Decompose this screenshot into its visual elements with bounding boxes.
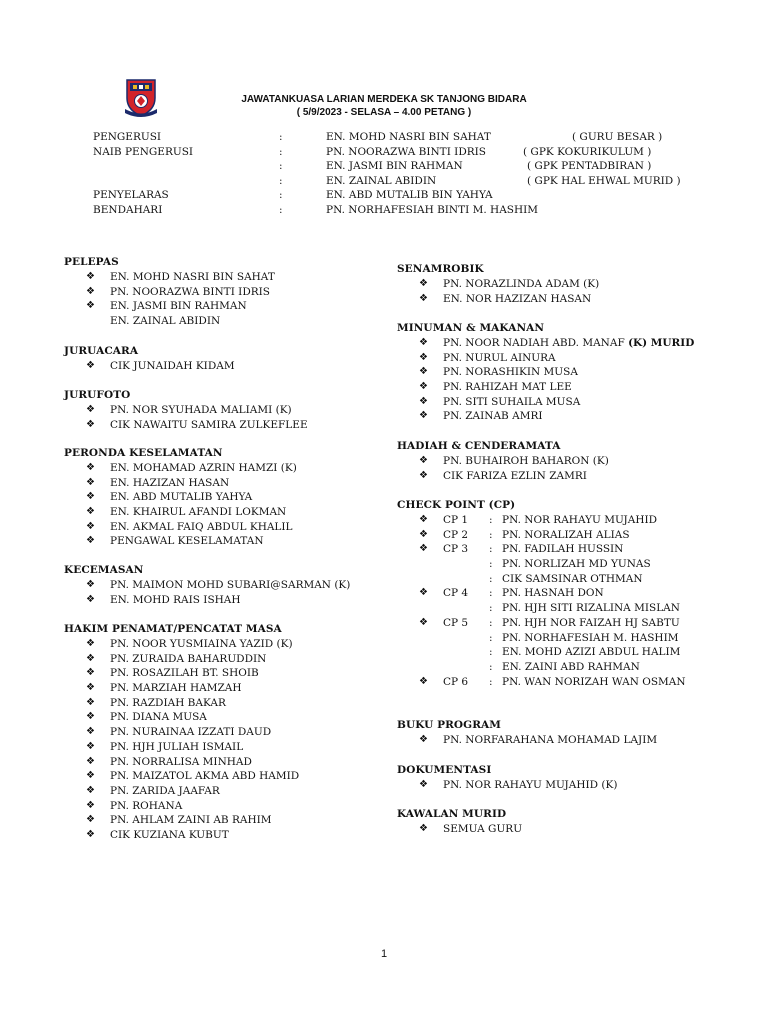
member-name xyxy=(110,710,207,725)
member-name-text: PN. RAHIZAH MAT LEE xyxy=(443,381,572,394)
member-name-text: PN. ZURAIDA BAHARUDDIN xyxy=(110,652,267,665)
checkpoint-row xyxy=(397,631,679,646)
officer-note: ( GPK PENTADBIRAN ) xyxy=(527,160,652,173)
officer-colon: : xyxy=(279,131,283,143)
member-name-text: PN. NORASHIKIN MUSA xyxy=(443,366,578,379)
member-name xyxy=(110,418,308,433)
committee-section xyxy=(397,321,695,424)
member-name-text: EN. ABD MUTALIB YAHYA xyxy=(110,491,253,504)
bullet-icon: ❖ xyxy=(86,404,95,415)
member-name-text: CIK KUZIANA KUBUT xyxy=(110,828,229,841)
member-name xyxy=(110,534,264,549)
list-item xyxy=(64,755,282,770)
member-name-text: EN. AKMAL FAIQ ABDUL KHALIL xyxy=(110,520,293,533)
checkpoint-member: EN. ZAINI ABD RAHMAN xyxy=(502,660,640,673)
member-name-text: PN. NURAINAA IZZATI DAUD xyxy=(110,726,272,739)
committee-section xyxy=(64,563,351,607)
member-name xyxy=(110,490,252,505)
officer-name: EN. ZAINAL ABIDIN xyxy=(326,174,437,187)
member-name xyxy=(110,755,252,770)
bullet-icon: ❖ xyxy=(86,784,95,796)
section-heading: BUKU PROGRAM xyxy=(397,719,502,731)
page-number: 1 xyxy=(380,948,388,960)
list-item xyxy=(64,637,293,652)
officer-colon: : xyxy=(279,189,283,202)
member-name xyxy=(110,696,226,711)
member-name xyxy=(443,365,578,380)
list-item xyxy=(64,769,300,784)
list-item xyxy=(64,710,282,725)
list-item xyxy=(64,593,241,608)
section-heading: MINUMAN & MAKANAN xyxy=(397,322,545,334)
checkpoint-row xyxy=(397,586,604,601)
bullet-icon: ❖ xyxy=(86,711,95,723)
list-item xyxy=(64,270,275,285)
checkpoint-row xyxy=(397,528,630,543)
bullet-icon: ❖ xyxy=(419,616,428,628)
member-name-text: EN. ZAINAL ABIDIN xyxy=(110,315,221,328)
bullet-icon: ❖ xyxy=(86,799,95,811)
checkpoint-row xyxy=(397,675,686,690)
list-item xyxy=(64,461,297,476)
bullet-icon: ❖ xyxy=(86,814,95,826)
member-name xyxy=(110,578,350,593)
bullet-icon: ❖ xyxy=(419,455,428,466)
committee-section xyxy=(397,763,618,793)
bullet-icon: ❖ xyxy=(86,300,95,312)
member-name-text: EN. MOHAMAD AZRIN HAMZI (K) xyxy=(110,462,297,474)
committee-section xyxy=(397,262,600,306)
checkpoint-member: PN. HJH NOR FAIZAH HJ SABTU xyxy=(502,616,680,629)
member-name xyxy=(443,292,591,307)
list-item xyxy=(397,351,556,366)
bullet-icon: ❖ xyxy=(86,755,95,767)
bullet-icon: ❖ xyxy=(86,638,95,649)
member-name xyxy=(110,314,220,329)
member-name-text: PN. MARZIAH HAMZAH xyxy=(110,682,242,695)
list-item xyxy=(64,359,235,374)
checkpoint-colon: : xyxy=(489,616,493,629)
checkpoint-row xyxy=(397,513,658,528)
list-item xyxy=(64,299,247,314)
bullet-icon: ❖ xyxy=(419,351,428,363)
bullet-icon: ❖ xyxy=(86,476,95,488)
member-name-text: PN. NOR RAHAYU MUJAHID (K) xyxy=(443,779,618,791)
section-heading: SENAMROBIK xyxy=(397,263,484,275)
member-name xyxy=(443,778,617,793)
member-name xyxy=(110,769,299,784)
member-name-text: PN. ZARIDA JAAFAR xyxy=(110,784,220,797)
document-subtitle: ( 5/9/2023 - SELASA – 4.00 PETANG ) xyxy=(296,107,472,118)
member-name xyxy=(443,277,599,292)
bullet-icon: ❖ xyxy=(86,740,95,752)
list-item xyxy=(64,476,230,491)
officer-colon: : xyxy=(279,145,283,158)
member-name-text: PN. MAIMON MOHD SUBARI@SARMAN (K) xyxy=(110,579,351,591)
committee-section xyxy=(397,807,523,837)
committee-section xyxy=(64,622,300,843)
checkpoint-row xyxy=(397,572,643,587)
checkpoint-label: CP 6 xyxy=(443,675,469,688)
list-item xyxy=(397,778,618,793)
member-name xyxy=(110,681,242,696)
committee-section xyxy=(64,388,308,432)
member-name-text: PN. NURUL AINURA xyxy=(443,351,556,364)
list-item xyxy=(64,696,282,711)
list-item xyxy=(64,784,282,799)
bullet-icon: ❖ xyxy=(419,395,428,407)
bullet-icon: ❖ xyxy=(419,675,428,687)
list-item xyxy=(64,828,282,843)
member-name-text: PN. ZAINAB AMRI xyxy=(443,410,543,423)
committee-section xyxy=(64,446,297,549)
member-name-text: CIK FARIZA EZLIN ZAMRI xyxy=(443,469,587,482)
bullet-icon: ❖ xyxy=(419,514,428,525)
member-name-text: PN. SITI SUHAILA MUSA xyxy=(443,395,581,408)
checkpoint-member: PN. WAN NORIZAH WAN OSMAN xyxy=(502,675,686,688)
bullet-icon: ❖ xyxy=(419,779,428,790)
committee-section xyxy=(397,718,658,748)
officer-name: PN. NOORAZWA BINTI IDRIS xyxy=(326,145,486,158)
list-item xyxy=(397,454,609,469)
bullet-icon: ❖ xyxy=(419,734,428,745)
document-title: JAWATANKUASA LARIAN MERDEKA SK TANJONG BIDARA xyxy=(241,94,527,105)
checkpoint-member: PN. NORLIZAH MD YUNAS xyxy=(502,558,651,571)
member-name xyxy=(443,822,522,837)
member-name-text: CIK JUNAIDAH KIDAM xyxy=(110,360,235,372)
officer-colon: : xyxy=(279,204,283,216)
checkpoint-member: PN. FADILAH HUSSIN xyxy=(502,543,624,556)
member-name xyxy=(443,733,657,748)
bullet-icon: ❖ xyxy=(86,726,95,738)
bullet-icon: ❖ xyxy=(419,410,428,422)
section-heading: HAKIM PENAMAT/PENCATAT MASA xyxy=(64,623,282,635)
officer-note: ( GPK HAL EHWAL MURID ) xyxy=(527,174,681,187)
member-name-text: PN. ROSAZILAH BT. SHOIB xyxy=(110,667,259,680)
member-name xyxy=(443,336,694,351)
checkpoint-colon: : xyxy=(489,675,493,688)
section-heading: JURUACARA xyxy=(64,345,139,357)
member-name-text: EN. MOHD NASRI BIN SAHAT xyxy=(110,271,275,283)
bullet-icon: ❖ xyxy=(419,366,428,378)
bullet-icon: ❖ xyxy=(419,823,428,834)
checkpoint-colon: : xyxy=(489,631,493,644)
checkpoint-colon: : xyxy=(489,646,493,659)
list-item xyxy=(397,733,658,748)
list-item xyxy=(64,403,292,418)
committee-section xyxy=(397,439,609,483)
list-item xyxy=(397,336,695,351)
checkpoint-colon: : xyxy=(489,602,493,615)
member-name-text: SEMUA GURU xyxy=(443,823,523,835)
list-item xyxy=(397,380,572,395)
member-name xyxy=(110,359,235,374)
committee-section xyxy=(397,498,686,689)
list-item xyxy=(397,822,523,837)
list-item xyxy=(397,292,592,307)
member-name xyxy=(110,403,292,418)
bullet-icon: ❖ xyxy=(86,285,95,297)
bullet-icon: ❖ xyxy=(419,543,428,555)
member-name-text: EN. KHAIRUL AFANDI LOKMAN xyxy=(110,506,287,519)
member-name-text: PN. BUHAIROH BAHARON (K) xyxy=(443,455,609,467)
section-heading: CHECK POINT (CP) xyxy=(397,499,516,511)
member-name xyxy=(443,380,572,395)
bullet-icon: ❖ xyxy=(419,278,428,289)
checkpoint-row xyxy=(397,645,681,660)
member-name xyxy=(443,395,580,410)
checkpoint-colon: : xyxy=(489,528,493,541)
bullet-icon: ❖ xyxy=(86,360,95,371)
list-item xyxy=(397,365,578,380)
section-heading: DOKUMENTASI xyxy=(397,764,492,776)
list-item xyxy=(64,578,351,593)
bullet-icon: ❖ xyxy=(419,381,428,393)
checkpoint-member: EN. MOHD AZIZI ABDUL HALIM xyxy=(502,646,681,659)
bullet-icon: ❖ xyxy=(86,652,95,664)
member-name xyxy=(110,828,229,843)
bullet-icon: ❖ xyxy=(86,696,95,708)
committee-section xyxy=(64,255,275,329)
section-heading: PERONDA KESELAMATAN xyxy=(64,447,223,459)
list-item xyxy=(64,314,221,329)
list-item xyxy=(64,666,282,681)
bullet-icon: ❖ xyxy=(419,587,428,599)
member-name-text: CIK NAWAITU SAMIRA ZULKEFLEE xyxy=(110,418,308,431)
list-item xyxy=(64,725,282,740)
section-heading: KECEMASAN xyxy=(64,564,144,576)
checkpoint-row xyxy=(397,601,680,616)
member-name-text: EN. JASMI BIN RAHMAN xyxy=(110,300,247,313)
member-name-text: PN. ROHANA xyxy=(110,799,183,812)
officer-colon: : xyxy=(279,160,283,173)
member-name-text: PN. NORAZLINDA ADAM (K) xyxy=(443,278,600,290)
checkpoint-label: CP 5 xyxy=(443,616,469,629)
section-heading: PELEPAS xyxy=(64,256,119,268)
officer-colon: : xyxy=(279,174,283,187)
member-name xyxy=(110,270,275,285)
bullet-icon: ❖ xyxy=(86,828,95,840)
checkpoint-label: CP 1 xyxy=(443,514,469,526)
bullet-icon: ❖ xyxy=(86,770,95,782)
checkpoint-label: CP 4 xyxy=(443,587,469,600)
bullet-icon: ❖ xyxy=(86,667,95,679)
bullet-icon: ❖ xyxy=(419,469,428,481)
officer-name: PN. NORHAFESIAH BINTI M. HASHIM xyxy=(326,204,539,216)
checkpoint-row xyxy=(397,660,640,675)
member-name-text: PN. NORFARAHANA MOHAMAD LAJIM xyxy=(443,734,658,746)
section-heading: JURUFOTO xyxy=(64,389,131,401)
bullet-icon: ❖ xyxy=(86,271,95,282)
bullet-icon: ❖ xyxy=(86,579,95,590)
checkpoint-member: PN. NORALIZAH ALIAS xyxy=(502,528,630,541)
officer-name: EN. MOHD NASRI BIN SAHAT xyxy=(326,131,491,143)
member-name xyxy=(443,409,543,424)
checkpoint-member: CIK SAMSINAR OTHMAN xyxy=(502,572,643,585)
list-item xyxy=(64,681,282,696)
member-name-text: EN. NOR HAZIZAN HASAN xyxy=(443,292,592,305)
list-item xyxy=(397,409,544,424)
officer-name: EN. JASMI BIN RAHMAN xyxy=(326,160,463,173)
checkpoint-colon: : xyxy=(489,514,493,526)
section-heading: HADIAH & CENDERAMATA xyxy=(397,440,561,452)
member-name xyxy=(443,454,609,469)
member-name xyxy=(110,520,293,535)
checkpoint-colon: : xyxy=(489,543,493,556)
member-name-text: PN. NORRALISA MINHAD xyxy=(110,755,252,768)
member-name xyxy=(110,476,229,491)
member-name-text: PN. NOOR NADIAH ABD. MANAF xyxy=(443,337,629,349)
member-name xyxy=(443,351,556,366)
member-name xyxy=(110,784,220,799)
list-item xyxy=(397,277,600,292)
committee-section xyxy=(64,344,235,374)
member-name xyxy=(110,666,259,681)
member-name-text: PN. NOORAZWA BINTI IDRIS xyxy=(110,285,270,298)
member-name-text: EN. HAZIZAN HASAN xyxy=(110,476,230,489)
list-item xyxy=(64,418,308,433)
member-name xyxy=(443,469,587,484)
officer-role: PENGERUSI xyxy=(93,131,162,143)
bullet-icon: ❖ xyxy=(86,462,95,473)
checkpoint-row xyxy=(397,542,624,557)
section-heading: KAWALAN MURID xyxy=(397,808,507,820)
list-item xyxy=(397,395,581,410)
checkpoint-colon: : xyxy=(489,572,493,585)
list-item xyxy=(64,520,293,535)
bullet-icon: ❖ xyxy=(86,593,95,605)
member-name-text: PN. HJH JULIAH ISMAIL xyxy=(110,740,244,753)
checkpoint-label: CP 2 xyxy=(443,528,469,541)
officer-note: ( GPK KOKURIKULUM ) xyxy=(523,145,652,158)
member-name xyxy=(110,461,297,476)
member-name xyxy=(110,299,247,314)
checkpoint-colon: : xyxy=(489,558,493,571)
member-name xyxy=(110,652,266,667)
bullet-icon: ❖ xyxy=(419,292,428,304)
member-name xyxy=(110,593,241,608)
bullet-icon: ❖ xyxy=(419,528,428,540)
officer-role: BENDAHARI xyxy=(93,204,163,216)
list-item xyxy=(64,813,282,828)
bullet-icon: ❖ xyxy=(86,535,95,547)
checkpoint-member: PN. NOR RAHAYU MUJAHID xyxy=(502,514,658,526)
member-name-text: PN. RAZDIAH BAKAR xyxy=(110,696,226,709)
list-item xyxy=(64,740,282,755)
list-item xyxy=(397,469,587,484)
officer-note: ( GURU BESAR ) xyxy=(572,131,663,143)
bullet-icon: ❖ xyxy=(86,491,95,503)
member-name-text: PN. NOOR YUSMIAINA YAZID (K) xyxy=(110,638,293,650)
member-name xyxy=(110,637,293,652)
officer-name: EN. ABD MUTALIB BIN YAHYA xyxy=(326,189,493,202)
checkpoint-member: PN. NORHAFESIAH M. HASHIM xyxy=(502,631,679,644)
member-name-text: EN. MOHD RAIS ISHAH xyxy=(110,593,241,606)
member-name xyxy=(110,285,270,300)
member-name-text: PN. MAIZATOL AKMA ABD HAMID xyxy=(110,770,300,783)
list-item xyxy=(64,285,270,300)
list-item xyxy=(64,505,287,520)
officer-role: PENYELARAS xyxy=(93,189,169,202)
checkpoint-member: PN. HJH SITI RIZALINA MISLAN xyxy=(502,602,680,615)
member-name xyxy=(110,725,271,740)
checkpoint-colon: : xyxy=(489,587,493,600)
checkpoint-row xyxy=(397,616,680,631)
checkpoint-label: CP 3 xyxy=(443,543,469,556)
bullet-icon: ❖ xyxy=(86,506,95,518)
checkpoint-member: PN. HASNAH DON xyxy=(502,587,604,600)
officer-role: NAIB PENGERUSI xyxy=(93,145,194,158)
bullet-icon: ❖ xyxy=(86,520,95,532)
member-name xyxy=(110,740,243,755)
list-item xyxy=(64,534,264,549)
checkpoint-row xyxy=(397,557,651,572)
member-name-text: PENGAWAL KESELAMATAN xyxy=(110,535,264,548)
bullet-icon: ❖ xyxy=(86,682,95,694)
list-item xyxy=(64,799,282,814)
list-item xyxy=(64,490,253,505)
checkpoint-colon: : xyxy=(489,660,493,673)
member-name xyxy=(110,505,286,520)
member-name-text: PN. AHLAM ZAINI AB RAHIM xyxy=(110,814,272,827)
member-name-text: PN. DIANA MUSA xyxy=(110,711,207,724)
member-name-emphasis: (K) MURID xyxy=(628,337,695,349)
member-name xyxy=(110,813,272,828)
bullet-icon: ❖ xyxy=(419,337,428,348)
list-item xyxy=(64,652,282,667)
member-name xyxy=(110,799,182,814)
bullet-icon: ❖ xyxy=(86,418,95,430)
member-name-text: PN. NOR SYUHADA MALIAMI (K) xyxy=(110,404,292,416)
